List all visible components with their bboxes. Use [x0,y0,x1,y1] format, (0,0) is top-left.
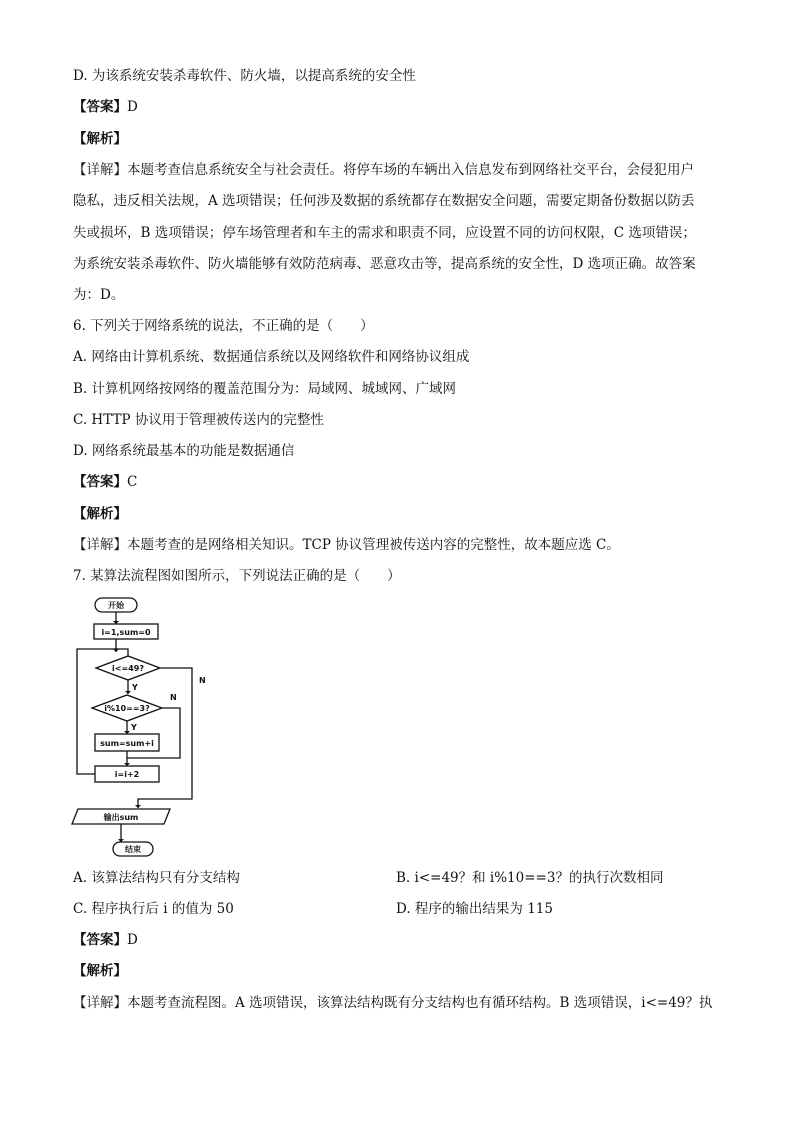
answer-tag: 【答案】 [73,932,127,948]
answer-tag: 【答案】 [73,99,127,115]
q5-option-d: D. 为该系统安装杀毒软件、防火墙，以提高系统的安全性 [73,68,416,84]
q6-detail: 【详解】本题考查的是网络相关知识。TCP 协议管理被传送内容的完整性，故本题应选 C。 [73,537,620,553]
q7-option-a: A. 该算法结构只有分支结构 [73,870,240,886]
q7-analysis-tag: 【解析】 [73,963,127,979]
q6-answer [73,473,137,491]
flow-yes-label-2: Y [131,723,137,732]
q6-stem: 6. 下列关于网络系统的说法，不正确的是（ ） [73,318,374,334]
flowchart [68,594,218,859]
q6-analysis-tag: 【解析】 [73,506,127,522]
answer-value: D [127,99,138,115]
flow-increment-label: i=i+2 [114,770,140,779]
q6-option-a: A. 网络由计算机系统、数据通信系统以及网络软件和网络协议组成 [73,349,470,365]
q5-detail-line: 失或损坏，B 选项错误；停车场管理者和车主的需求和职责不同，应设置不同的访问权限，C 选项错误； [73,225,696,241]
q7-detail: 【详解】本题考查流程图。A 选项错误，该算法结构既有分支结构也有循环结构。B 选项错误，i<=49？执 [73,995,713,1011]
q5-detail-line: 【详解】本题考查信息系统安全与社会责任。将停车场的车辆出入信息发布到网络社交平台，会侵犯用户 [73,162,694,178]
q6-option-d: D. 网络系统最基本的功能是数据通信 [73,443,295,459]
q7-option-b: B. i<=49？和 i%10==3？的执行次数相同 [396,870,664,886]
flow-output-label: 输出sum [103,813,139,822]
flow-start-label: 开始 [108,601,124,610]
q6-option-b: B. 计算机网络按网络的覆盖范围分为：局域网、城域网、广域网 [73,381,457,397]
flow-sum-label: sum=sum+i [100,739,154,748]
flow-init-label: i=1,sum=0 [101,628,151,637]
q5-detail-line: 隐私，违反相关法规，A 选项错误；任何涉及数据的系统都存在数据安全问题，需要定期备份数据以防丢 [73,193,695,209]
flow-end-label: 结束 [125,845,141,854]
q7-option-d: D. 程序的输出结果为 115 [396,901,553,917]
q7-stem: 7. 某算法流程图如图所示，下列说法正确的是（ ） [73,568,401,584]
answer-value: C [127,474,138,490]
flow-cond2-label: i%10==3? [104,704,150,713]
flow-yes-label-1: Y [132,683,138,692]
q5-detail-line: 为：D。 [73,287,125,303]
q7-answer [73,931,138,949]
flow-cond1-label: i<=49? [112,664,144,673]
answer-tag: 【答案】 [73,474,127,490]
q6-option-c: C. HTTP 协议用于管理被传送内的完整性 [73,412,324,428]
flow-no-label-2: N [170,693,177,702]
answer-value: D [127,932,138,948]
q5-analysis-tag: 【解析】 [73,131,127,147]
q5-detail-line: 为系统安装杀毒软件、防火墙能够有效防范病毒、恶意攻击等，提高系统的安全性，D 选项正确。故答案 [73,256,696,272]
q5-answer [73,98,138,116]
flow-no-label-1: N [199,676,206,685]
q7-option-c: C. 程序执行后 i 的值为 50 [73,901,234,917]
